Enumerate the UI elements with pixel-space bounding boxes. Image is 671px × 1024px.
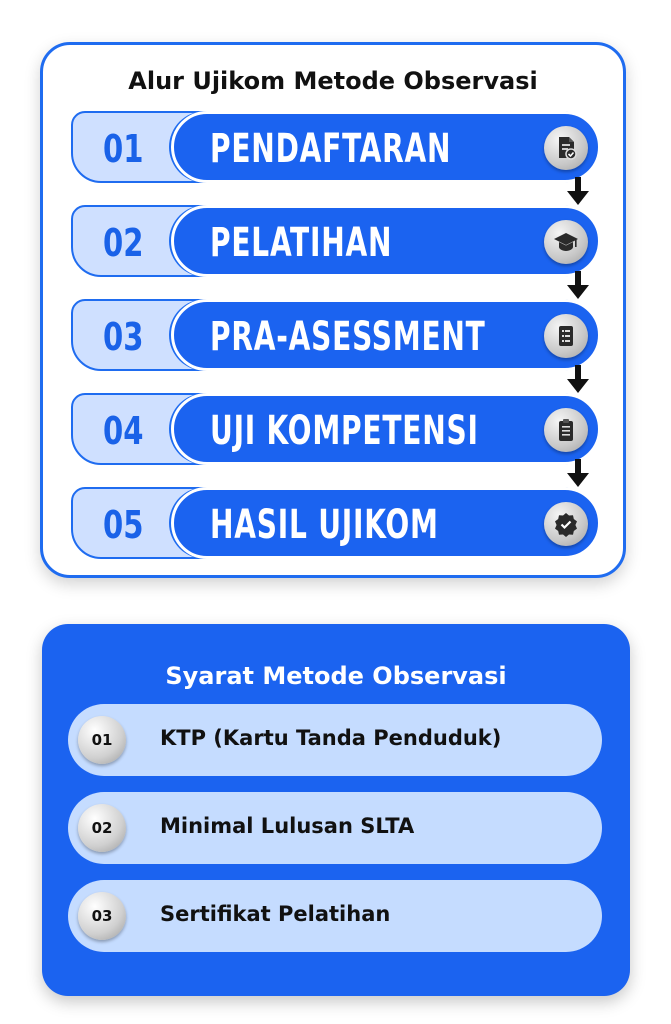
document-check-icon [544,126,588,170]
step-number: 01 [103,127,144,171]
requirement-item-2 [68,792,602,864]
checklist-icon [544,314,588,358]
graduation-cap-icon [544,220,588,264]
requirements-title: Syarat Metode Observasi [165,662,507,690]
step-number: 04 [103,409,144,453]
flow-card [40,42,626,578]
requirement-label: KTP (Kartu Tanda Penduduk) [160,726,502,750]
step-bar [171,487,601,559]
step-bar [171,393,601,465]
flow-title: Alur Ujikom Metode Observasi [128,67,538,95]
step-label: PELATIHAN [210,220,393,266]
requirement-number: 01 [78,716,126,764]
flow-step-5 [71,487,631,559]
requirement-number: 03 [78,892,126,940]
step-bar [171,205,601,277]
flow-step-4 [71,393,631,465]
down-arrow-icon [567,177,589,205]
step-number: 05 [103,503,144,547]
step-label: UJI KOMPETENSI [210,408,479,454]
requirements-card [42,624,630,996]
requirement-item-1 [68,704,602,776]
flow-step-1 [71,111,631,183]
requirement-label: Minimal Lulusan SLTA [160,814,415,838]
step-number: 02 [103,221,144,265]
verified-badge-icon [544,502,588,546]
step-number: 03 [103,315,144,359]
down-arrow-icon [567,365,589,393]
requirement-item-3 [68,880,602,952]
requirement-number: 02 [78,804,126,852]
down-arrow-icon [567,271,589,299]
flow-step-2 [71,205,631,277]
clipboard-icon [544,408,588,452]
step-bar [171,111,601,183]
down-arrow-icon [567,459,589,487]
step-bar [171,299,601,371]
requirement-label: Sertifikat Pelatihan [160,902,391,926]
flow-step-3 [71,299,631,371]
step-label: PRA-ASESSMENT [210,314,486,360]
step-label: PENDAFTARAN [210,126,452,172]
step-label: HASIL UJIKOM [210,502,439,548]
